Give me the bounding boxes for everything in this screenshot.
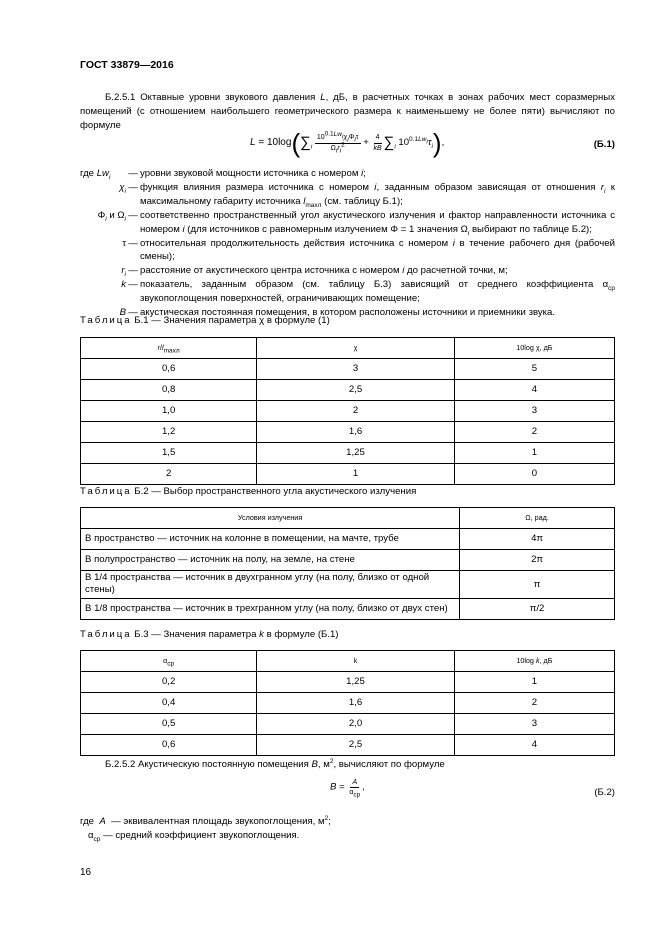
definition-item: B — акустическая постоянная помещения, в котором расположены источники и приемники звука. [119,307,556,319]
table-row: 1,0 2 3 [81,401,615,422]
table-b3-caption: Таблица Б.3 — Значения параметра k в формуле (Б.1) [80,629,339,640]
definition-item: $\Phi_i$ и $\Omega_i$ — соответственно пространственный угол акустического излучения и фактор направленности источника с номером i (для источников с равномерным излучением Φ = 1 значения $\Omega_i$ выбирают по таблице Б.2); [97,209,615,237]
definition-item: $\alpha_{ср}$ — средний коэффициент звукопоглощения. [88,829,300,843]
column-header: χ [257,338,455,359]
column-header: 10log k, дБ [454,651,614,672]
table-row: В 1/8 пространства — источник в трехгранном углу (на полу, близко от двух стен) π/2 [81,598,615,619]
definition-item: где A — эквивалентная площадь звукопоглощения, $м^2$; [80,814,331,827]
table-row: В пространство — источник на колонне в помещении, на мачте, трубе 4π [81,529,615,550]
table-row: 0,2 1,25 1 [81,672,615,693]
table-header-row [81,338,615,359]
formula-b1-number: (Б.1) [593,139,615,150]
table-b1 [80,337,615,485]
formula-b1-expression: $L = 10\log(\sum_i$ $\frac{10^{0.1Lw_i}\chi_i\Phi_i\tau}{\Omega_ir_i^2}$ + $\frac{4}{kB}$ $\sum_i$ $10^{0.1Lw_i}\tau_i$), [250,128,445,158]
column-header: $\alpha_{ср}$ [81,651,257,672]
formula-b2 [80,778,615,808]
definitions-list-1 [80,167,615,320]
definition-item: k — показатель, заданным образом (см. таблицу Б.3) зависящий от среднего коэффициента $\alpha_{ср}$ звукопоглощения поверхностей, ограничивающих помещение; [121,279,615,305]
definitions-list-2 [80,815,615,843]
column-header: Условия излучения [81,508,460,529]
column-header: Ω, рад. [460,508,615,529]
table-row: 0,4 1,6 2 [81,693,615,714]
document-header: ГОСТ 33879—2016 [80,59,174,71]
paragraph-b251: Б.2.5.1 Октавные уровни звукового давления L, дБ, в расчетных точках в зонах рабочих мест соразмерных помещений (с отношением наибольшего геометрического размера к наименьшему не более пяти) вычисляют по формуле [80,92,615,131]
table-b2 [80,507,615,620]
table-row: 0,8 2,5 4 [81,380,615,401]
table-row: В 1/4 пространства — источник в двухгранном углу (на полу, близко от одной стены) π [81,571,615,599]
definition-item: где $Lw_i$ — уровни звуковой мощности источника с номером i; [80,168,366,181]
column-header: 10log χ, дБ [454,338,614,359]
table-row: 1,2 1,6 2 [81,422,615,443]
table-b2-caption: Таблица Б.2 — Выбор пространственного угла акустического излучения [80,486,417,497]
table-row: 2 1 0 [81,464,615,485]
definition-item: τ — относительная продолжительность действия источника с номером i в течение рабочего дня (рабочей смены); [122,237,615,263]
table-row: 0,5 2,0 3 [81,714,615,735]
column-header: k [257,651,455,672]
formula-b1 [80,130,615,164]
formula-b2-expression: B = $\frac{A}{\alpha_{ср}}$ , [330,779,365,799]
table-row: 1,5 1,25 1 [81,443,615,464]
definition-item: $\chi_i$ — функция влияния размера источника с номером i, заданным образом зависящая от отношения $r_i$ к максимальному габариту источника $l_{maxл}$ (см. таблицу Б.1); [119,181,615,209]
paragraph-b252: Б.2.5.2 Акустическую постоянную помещения B, $м^2$, вычисляют по формуле [105,757,445,770]
table-b3 [80,650,615,756]
table-row: 0,6 3 5 [81,359,615,380]
table-header-row [81,651,615,672]
table-row: 0,6 2,5 4 [81,735,615,756]
formula-b2-number: (Б.2) [594,787,615,798]
column-header: $r/l_{maxл}$ [81,338,257,359]
page-number: 16 [80,867,92,878]
table-b1-caption: Таблица Б.1 — Значения параметра χ в формуле (1) [80,315,330,326]
table-header-row [81,508,615,529]
table-row: В полупространство — источник на полу, на земле, на стене 2π [81,550,615,571]
definition-item: $r_i$ — расстояние от акустического центра источника с номером i до расчетной точки, м; [121,265,508,279]
